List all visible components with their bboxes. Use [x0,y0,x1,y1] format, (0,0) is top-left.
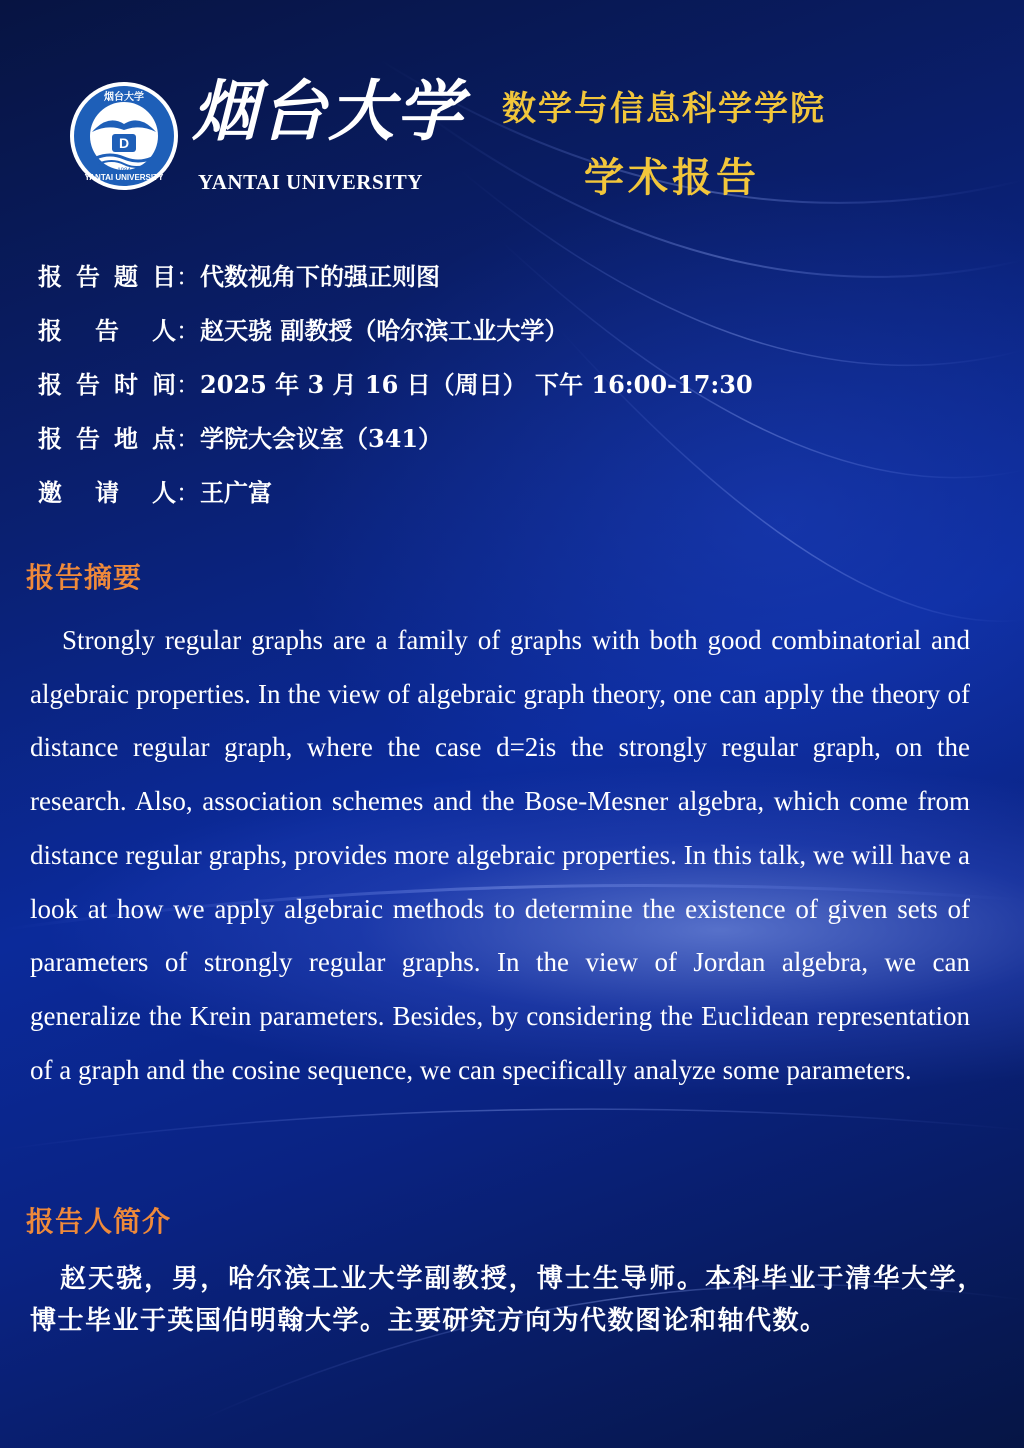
svg-text:1984: 1984 [117,168,131,174]
info-colon: ： [176,479,200,507]
info-row-time [38,366,753,420]
info-row-speaker [38,312,753,366]
bio-heading: 报告人简介 [26,1205,172,1238]
report-kind-title: 学术报告 [584,155,760,201]
info-colon: ： [176,371,200,399]
info-value: 王广富 [200,478,272,507]
info-label: 报告人 [38,316,176,345]
info-row-title [38,258,753,312]
info-label: 报告题目 [38,262,176,291]
university-emblem-logo [68,80,180,192]
report-info-list [38,258,753,528]
info-value: 赵天骁 副教授（哈尔滨工业大学） [200,316,569,345]
svg-text:YANTAI UNIVERSITY: YANTAI UNIVERSITY [84,173,164,182]
info-row-host [38,474,753,528]
info-value: 代数视角下的强正则图 [200,262,440,291]
university-name-en: YANTAI UNIVERSITY [198,170,423,194]
info-label: 报告地点 [38,424,176,453]
info-label: 邀请人 [38,478,176,507]
info-value: 学院大会议室（341） [200,424,443,453]
abstract-heading: 报告摘要 [26,561,143,594]
info-value: 2025 年 3 月 16 日（周日） 下午 16:00-17:30 [200,370,753,399]
svg-text:烟台大学: 烟台大学 [104,92,144,103]
college-name: 数学与信息科学学院 [502,89,826,129]
info-label: 报告时间 [38,370,176,399]
info-colon: ： [176,425,200,453]
svg-text:D: D [118,135,130,151]
university-name-cn: 烟台大学 [192,72,464,150]
bio-text: 赵天骁，男，哈尔滨工业大学副教授，博士生导师。本科毕业于清华大学，博士毕业于英国伯明翰大学。主要研究方向为代数图论和轴代数。 [30,1264,985,1336]
info-colon: ： [176,317,200,345]
info-row-location [38,420,753,474]
abstract-text: Strongly regular graphs are a family of graphs with both good combinatorial and algebraic properties. In the view of algebraic graph theory, one can apply the theory of distance regular graph, where the case d=2is the strongly regular graph, on the research. Also, association schemes and the Bose-Mesner algebra, which come from distance regular graphs, provides more algebraic properties. In this talk, we will have a look at how we apply algebraic methods to determine the existence of given sets of parameters of strongly regular graphs. In the view of Jordan algebra, we can generalize the Krein parameters. Besides, by considering the Euclidean representation of a graph and the cosine sequence, we can specifically analyze some parameters. [30,625,970,1085]
info-colon: ： [176,263,200,291]
